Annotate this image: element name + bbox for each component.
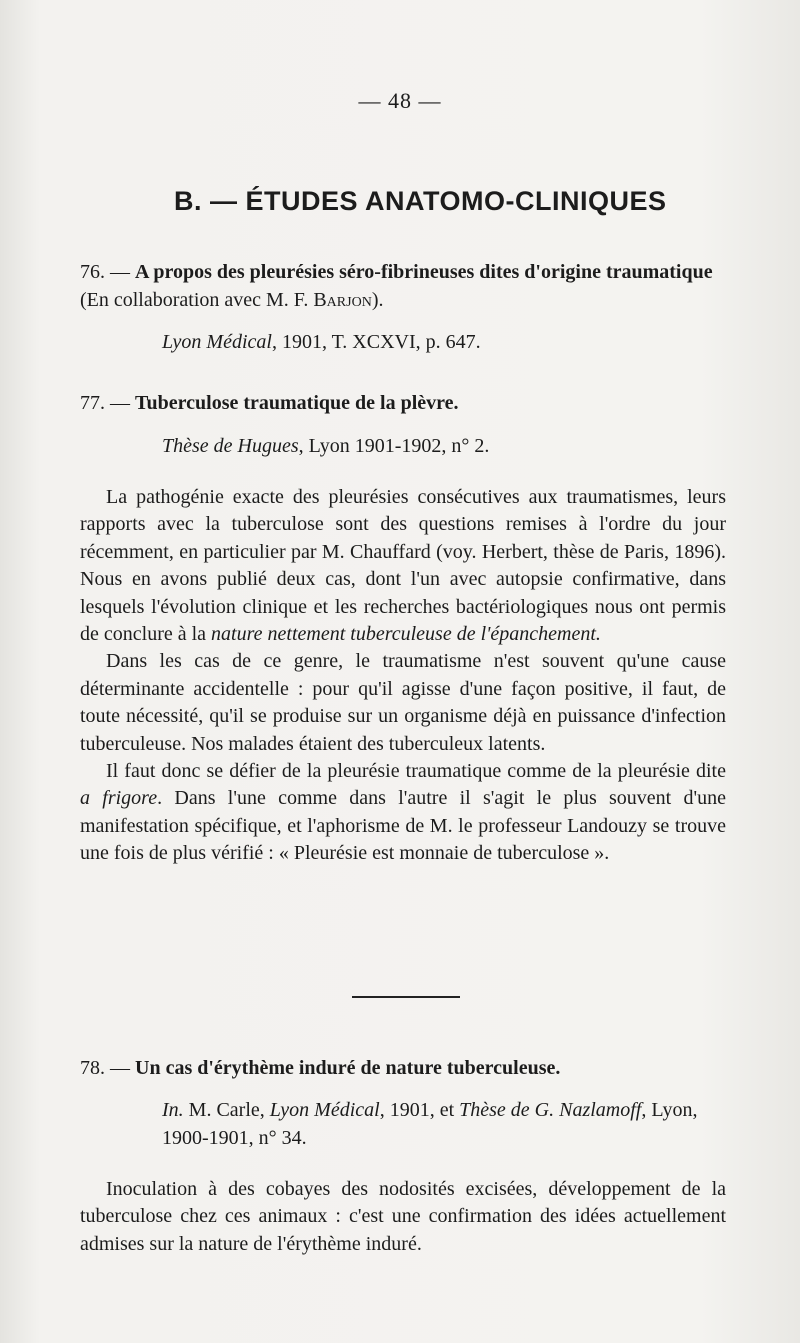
entry-76-heading (80, 258, 730, 314)
section-divider (352, 996, 460, 998)
entry-77-reference: Thèse de Hugues, Lyon 1901-1902, n° 2. (162, 435, 490, 457)
entry-77-body (80, 484, 726, 868)
entry-number: 77. — (80, 392, 130, 414)
page-number: — 48 — (358, 88, 442, 113)
paragraph: La pathogénie exacte des pleurésies consécutives aux traumatismes, leurs rapports avec la tuberculose sont des questions remises à l'ordre du jour récemment, en particulier par M. Chauffard (voy. Herbert, thèse de Paris, 1896). Nous en avons publié deux cas, dont l'un avec autopsie confirmative, dans lesquels l'évolution clinique et les recherches bactériologiques nous ont permis de conclure à la nature nettement tuberculeuse de l'épanchement. (80, 486, 726, 646)
entry-number: 76. — (80, 261, 130, 283)
paragraph: Inoculation à des cobayes des nodosités excisées, développement de la tuberculose chez ces animaux : c'est une confirmation des idées actuellement admises sur la nature de l'érythème induré. (80, 1178, 726, 1255)
entry-78-body (80, 1176, 726, 1258)
paragraph: Il faut donc se défier de la pleurésie traumatique comme de la pleurésie dite a frigore. Dans l'une comme dans l'autre il s'agit le plus souvent d'une manifestation spécifique, et l'aphorisme de M. le professeur Landouzy se trouve une fois de plus vérifié : « Pleurésie est monnaie de tuberculose ». (80, 760, 726, 865)
entry-78-heading (80, 1054, 730, 1082)
paragraph: Dans les cas de ce genre, le traumatisme n'est souvent qu'une cause déterminante accidentelle : pour qu'il agisse d'une façon positive, il faut, de toute nécessité, qu'il se produise sur un organisme déjà en puissance d'infection tuberculeuse. Nos malades étaient des tuberculeux latents. (80, 650, 726, 755)
entry-title: A propos des pleurésies séro-fibrineuses dites d'origine traumatique (135, 261, 713, 283)
section-title: B. — ÉTUDES ANATOMO-CLINIQUES (174, 186, 667, 216)
entry-78-reference: In. M. Carle, Lyon Médical, 1901, et Thèse de G. Nazlamoff, Lyon, 1900-1901, n° 34. (162, 1099, 698, 1149)
entry-76-reference: Lyon Médical, 1901, T. XCXVI, p. 647. (162, 331, 481, 353)
entry-title: Un cas d'érythème induré de nature tuberculeuse. (135, 1057, 561, 1079)
entry-note: (En collaboration avec M. F. Barjon). (80, 289, 384, 311)
entry-number: 78. — (80, 1057, 130, 1079)
entry-title: Tuberculose traumatique de la plèvre. (135, 392, 459, 414)
entry-77-heading (80, 389, 730, 417)
